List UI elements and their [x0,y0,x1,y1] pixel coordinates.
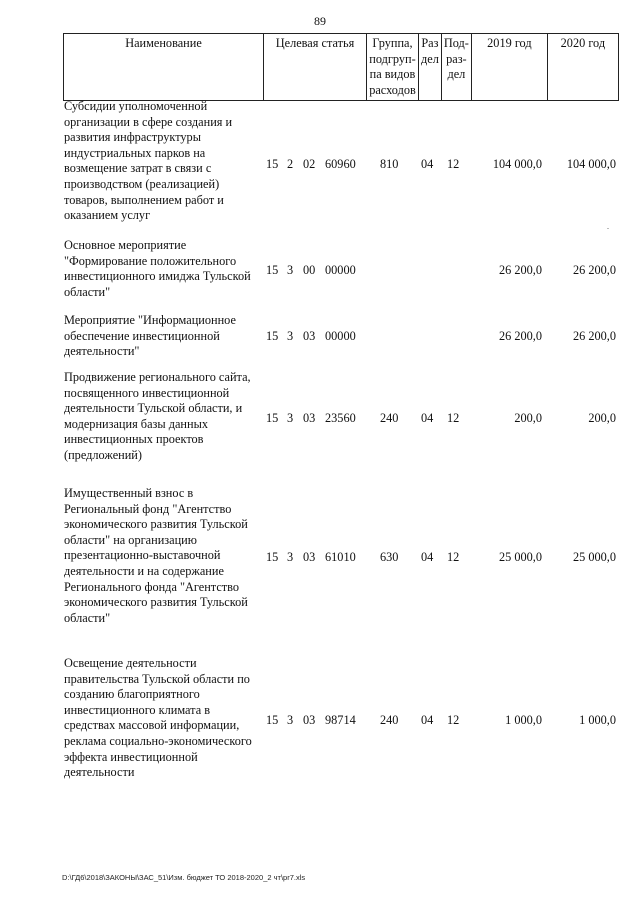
header-group-line: па видов [369,67,416,81]
code-program: 15 [266,411,279,425]
header-subsection [441,34,471,101]
header-group-line: Группа, [372,36,413,50]
row-amount-2019: 200,0 [514,411,542,425]
row-amount-2019: 26 200,0 [498,263,542,277]
row-section: 04 [421,411,434,425]
header-group-line: подгруп- [369,51,416,66]
header-group-line: расходов [369,82,416,97]
code-direction: 23560 [325,411,356,425]
scan-speck [607,228,609,229]
row-amount-2020: 25 000,0 [572,550,616,564]
code-direction: 60960 [325,157,356,171]
row-section: 04 [421,550,434,564]
code-subprogram: 3 [287,411,294,425]
row-amount-2020: 104 000,0 [566,157,616,171]
row-group: 630 [380,550,399,564]
header-year-2019: 2019 год [471,34,547,101]
table-header [63,33,619,101]
code-event: 00 [303,263,316,277]
row-subsection: 12 [447,411,460,425]
row-group: 810 [380,157,399,171]
file-path-footer: D:\ГД6\2018\ЗАКОНЫ\ЗАС_51\Изм. бюджет ТО 2018-2020_2 чт\pr7.xls [62,873,306,882]
code-event: 03 [303,713,316,727]
code-direction: 98714 [325,713,356,727]
header-subsection-line: Под- [443,36,469,50]
row-amount-2020: 200,0 [588,411,616,425]
code-program: 15 [266,550,279,564]
row-group: 240 [380,411,399,425]
code-event: 03 [303,329,316,343]
row-section: 04 [421,157,434,171]
code-subprogram: 3 [287,713,294,727]
row-amount-2019: 104 000,0 [492,157,542,171]
row-name: Субсидии уполномоченной организации в сфере создания и развития инфраструктуры индустриальных парков на возмещение затрат в связи с производством (реализацией) товаров, выполнением работ и оказанием услуг [64,99,233,223]
row-group: 240 [380,713,399,727]
row-name: Продвижение регионального сайта, посвященного инвестиционной деятельности Тульской области, и модернизация базы данных инвестиционных проектов (предложений) [64,370,251,462]
row-amount-2019: 1 000,0 [505,713,542,727]
code-event: 03 [303,550,316,564]
row-name: Освещение деятельности правительства Тульской области по созданию благоприятного инвестиционного климата в средствах массовой информации, реклама социально-экономического эффекта инвестиционной деятельности [64,656,252,780]
code-event: 02 [303,157,316,171]
row-amount-2019: 25 000,0 [498,550,542,564]
row-amount-2020: 26 200,0 [572,329,616,343]
header-target-article: Целевая статья [264,34,367,101]
code-program: 15 [266,263,279,277]
row-subsection: 12 [447,157,460,171]
code-direction: 00000 [325,263,356,277]
code-subprogram: 3 [287,263,294,277]
header-subsection-line: раз- [446,51,467,66]
header-subsection-line: дел [447,67,466,81]
row-amount-2019: 26 200,0 [498,329,542,343]
row-subsection: 12 [447,550,460,564]
code-subprogram: 3 [287,329,294,343]
code-event: 03 [303,411,316,425]
row-name: Мероприятие "Информационное обеспечение инвестиционной деятельности" [64,313,236,359]
row-amount-2020: 1 000,0 [579,713,616,727]
row-amount-2020: 26 200,0 [572,263,616,277]
code-direction: 00000 [325,329,356,343]
header-year-2020: 2020 год [547,34,618,101]
header-section-line: дел [421,51,439,66]
code-direction: 61010 [325,550,356,564]
page-number: 89 [314,14,326,28]
header-section [419,34,442,101]
header-section-line: Раз [421,36,439,50]
code-program: 15 [266,329,279,343]
header-name: Наименование [64,34,264,101]
code-subprogram: 3 [287,550,294,564]
code-subprogram: 2 [287,157,294,171]
row-subsection: 12 [447,713,460,727]
code-program: 15 [266,157,279,171]
header-group [367,34,419,101]
code-program: 15 [266,713,279,727]
row-name: Основное мероприятие "Формирование положительного инвестиционного имиджа Тульской области" [64,238,251,299]
row-section: 04 [421,713,434,727]
row-name: Имущественный взнос в Региональный фонд "Агентство экономического развития Тульской области" на организацию презентационно-выставочной деятельности и на содержание Регионального фонда "Агентство экономического развития Тульской области" [64,486,248,625]
